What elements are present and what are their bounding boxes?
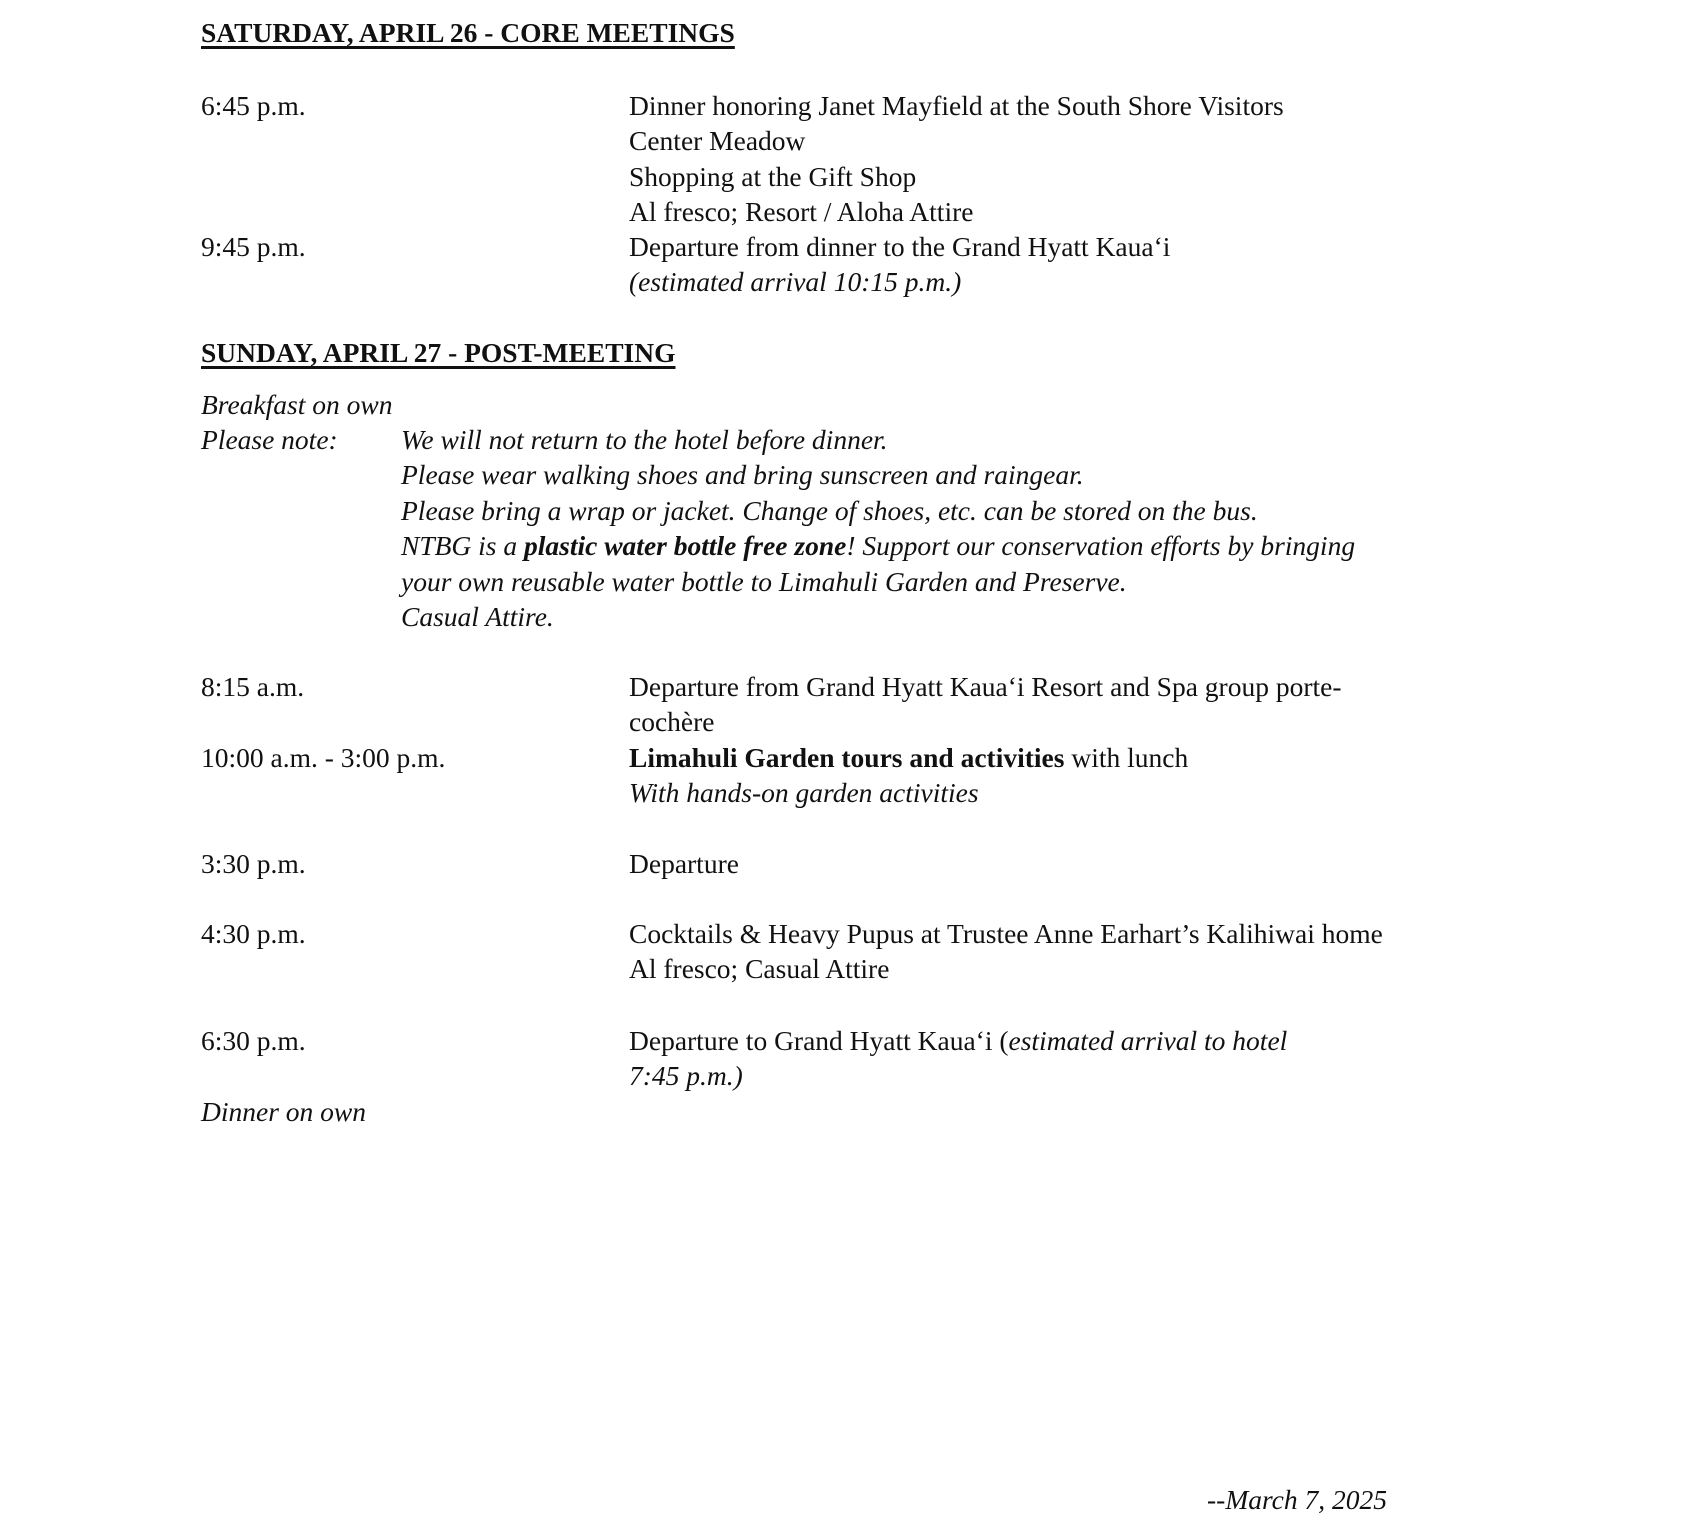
event-description	[629, 229, 1509, 300]
event-line: Departure from dinner to the Grand Hyatt Kaua‘i	[629, 231, 1171, 262]
event-line: Al fresco; Casual Attire	[629, 953, 890, 985]
event-time: 10:00 a.m. - 3:00 p.m.	[201, 742, 446, 773]
event-description	[629, 916, 1509, 987]
note-line: your own reusable water bottle to Limahuli Garden and Preserve.	[401, 565, 1127, 597]
note-line: We will not return to the hotel before dinner.	[401, 424, 888, 455]
please-note-body	[401, 422, 1355, 634]
event-line	[629, 740, 1509, 775]
event-text: with lunch	[1064, 742, 1189, 773]
event-description	[629, 88, 1509, 230]
event-note: 7:45 p.m.)	[629, 1060, 743, 1092]
event-time: 6:30 p.m.	[201, 1025, 306, 1056]
event-time: 3:30 p.m.	[201, 848, 306, 879]
event-line: Al fresco; Resort / Aloha Attire	[629, 196, 974, 228]
event-title: Limahuli Garden tours and activities	[629, 742, 1065, 773]
note-text: NTBG is a	[401, 530, 525, 562]
event-line: Center Meadow	[629, 125, 806, 157]
event-note: With hands-on garden activities	[629, 777, 979, 809]
event-line: Dinner honoring Janet Mayfield at the South Shore Visitors	[629, 90, 1284, 121]
note-text: ! Support our conservation efforts by bringing	[846, 530, 1356, 562]
saturday-heading: SATURDAY, APRIL 26 - CORE MEETINGS	[201, 17, 735, 48]
event-note: estimated arrival to hotel	[1008, 1025, 1288, 1056]
dinner-note: Dinner on own	[201, 1096, 366, 1127]
event-line: Departure	[629, 848, 739, 879]
note-line	[401, 528, 1355, 563]
event-line: cochère	[629, 706, 715, 738]
event-line: Cocktails & Heavy Pupus at Trustee Anne Earhart’s Kalihiwai home	[629, 918, 1383, 949]
revision-date: --March 7, 2025	[1207, 1484, 1387, 1515]
event-time: 8:15 a.m.	[201, 671, 305, 702]
sunday-heading: SUNDAY, APRIL 27 - POST-MEETING	[201, 337, 676, 368]
note-line: Please wear walking shoes and bring sunscreen and raingear.	[401, 459, 1084, 491]
event-text: Departure to Grand Hyatt Kaua‘i (	[629, 1025, 1009, 1056]
note-emphasis: plastic water bottle free zone	[524, 530, 847, 562]
event-time: 6:45 p.m.	[201, 90, 306, 121]
event-description	[629, 740, 1509, 811]
breakfast-note: Breakfast on own	[201, 389, 393, 420]
event-line: Shopping at the Gift Shop	[629, 160, 917, 192]
event-note: (estimated arrival 10:15 p.m.)	[629, 266, 962, 298]
event-time: 9:45 p.m.	[201, 231, 306, 262]
event-line	[629, 1023, 1509, 1058]
event-description	[629, 669, 1509, 740]
please-note-label: Please note:	[201, 424, 338, 455]
event-description	[629, 846, 1509, 881]
event-time: 4:30 p.m.	[201, 918, 306, 949]
note-line: Please bring a wrap or jacket. Change of shoes, etc. can be stored on the bus.	[401, 494, 1258, 526]
event-line: Departure from Grand Hyatt Kaua‘i Resort and Spa group porte-	[629, 671, 1342, 702]
event-description	[629, 1023, 1509, 1094]
note-line: Casual Attire.	[401, 601, 554, 633]
